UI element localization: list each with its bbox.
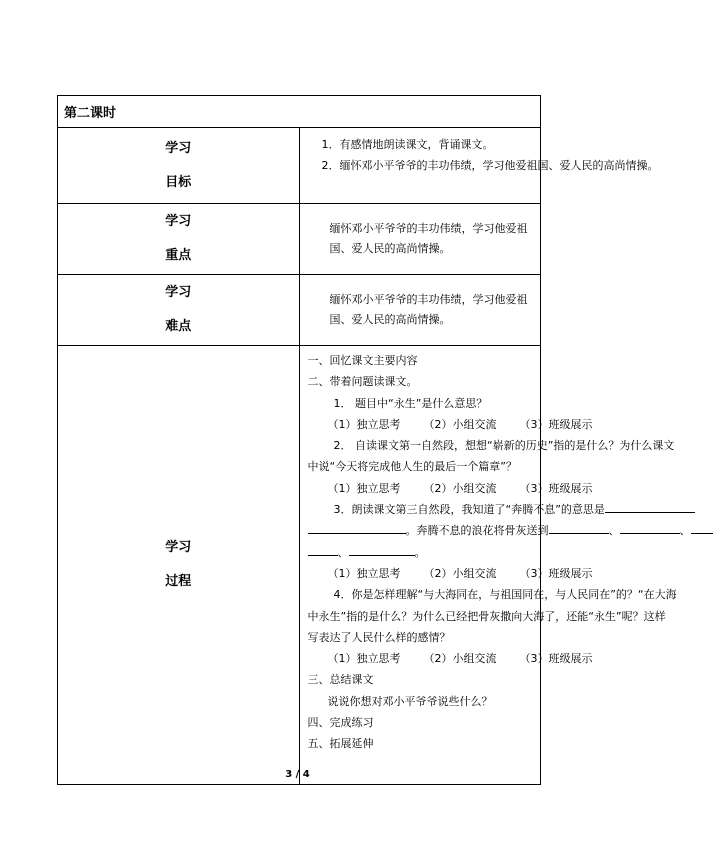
option-group: （2）小组交流 <box>423 652 497 666</box>
key-points-label <box>58 204 300 275</box>
step-5: 五、拓展延伸 <box>307 737 374 751</box>
option-show: （3）班级展示 <box>519 652 593 666</box>
fill-blank[interactable] <box>620 521 680 534</box>
separator: 、 <box>679 524 691 538</box>
option-group: （2）小组交流 <box>423 481 497 495</box>
goal-item: 2．缅怀邓小平爷爷的丰功伟绩，学习他爱祖国、爱人民的高尚情操。 <box>321 159 659 173</box>
proc-label-line2: 过程 <box>165 574 192 589</box>
option-show: （3）班级展示 <box>519 417 593 431</box>
question-4-line3: 写表达了人民什么样的感情？ <box>307 630 451 644</box>
question-3-line1 <box>308 499 605 520</box>
lesson-title: 第二课时 <box>58 96 541 128</box>
question-2-line2: 中说“今天将完成他人生的最后一个篇章”？ <box>307 460 517 474</box>
process-label <box>58 346 300 785</box>
question-4-line2: 中永生”指的是什么？为什么已经把骨灰撒向大海了，还能“永生”呢？这样 <box>307 609 666 623</box>
fill-blank[interactable] <box>308 521 406 534</box>
options-row <box>308 648 593 669</box>
goals-label-line2: 目标 <box>165 174 192 190</box>
step-1: 一、回忆课文主要内容 <box>307 354 418 367</box>
fill-blank[interactable] <box>691 521 713 534</box>
goals-label-line1: 学习 <box>165 140 192 156</box>
option-think: （1）独立思考 <box>327 417 401 431</box>
option-think: （1）独立思考 <box>327 652 401 666</box>
question-3-text-2: 。奔腾不息的浪花将骨灰送到 <box>405 524 549 538</box>
diff-label-line1: 学习 <box>165 285 192 300</box>
goals-content <box>299 128 659 204</box>
separator: 、 <box>337 545 349 559</box>
options-row <box>308 414 593 435</box>
question-3-line3 <box>308 542 533 563</box>
fill-blank[interactable] <box>605 500 695 513</box>
separator: 、 <box>608 524 620 538</box>
key-points-content: 缅怀邓小平爷爷的丰功伟绩，学习他爱祖国、爱人民的高尚情操。 <box>299 204 541 275</box>
diff-label-line2: 难点 <box>165 319 192 334</box>
difficulties-label <box>58 275 300 346</box>
question-3-line2 <box>308 520 691 541</box>
question-1: 1． 题目中“永生”是什么意思？ <box>333 396 488 410</box>
key-label-line2: 重点 <box>165 248 192 263</box>
goal-item: 1．有感情地朗读课文，背诵课文。 <box>321 138 494 151</box>
options-row <box>308 478 593 499</box>
option-think: （1）独立思考 <box>327 481 401 495</box>
summary-prompt: 说说你想对邓小平爷爷说些什么？ <box>327 694 493 708</box>
option-show: （3）班级展示 <box>519 566 593 580</box>
page-number: 3 / 4 <box>285 769 310 780</box>
period: 。 <box>414 545 426 559</box>
difficulties-content: 缅怀邓小平爷爷的丰功伟绩，学习他爱祖国、爱人民的高尚情操。 <box>299 275 541 346</box>
fill-blank[interactable] <box>308 543 338 556</box>
process-content <box>299 346 691 785</box>
step-3: 三、总结课文 <box>307 673 374 687</box>
fill-blank[interactable] <box>349 543 415 556</box>
question-3-text: 3．朗读课文第三自然段，我知道了“奔腾不息”的意思是 <box>333 503 605 517</box>
lesson-table <box>57 95 691 785</box>
option-group: （2）小组交流 <box>423 566 497 580</box>
proc-label-line1: 学习 <box>165 540 192 555</box>
option-group: （2）小组交流 <box>423 417 497 431</box>
goals-label <box>58 128 300 204</box>
key-label-line1: 学习 <box>165 214 192 229</box>
step-4: 四、完成练习 <box>307 716 374 730</box>
fill-blank[interactable] <box>549 521 609 534</box>
option-think: （1）独立思考 <box>327 566 401 580</box>
options-row <box>308 563 593 584</box>
option-show: （3）班级展示 <box>519 481 593 495</box>
question-4-line1: 4．你是怎样理解“与大海同在，与祖国同在，与人民同在”的？“在大海 <box>333 588 677 602</box>
question-2-line1: 2． 自读课文第一自然段，想想“崭新的历史”指的是什么？为什么课文 <box>333 439 675 453</box>
step-2: 二、带着问题读课文。 <box>307 375 418 389</box>
